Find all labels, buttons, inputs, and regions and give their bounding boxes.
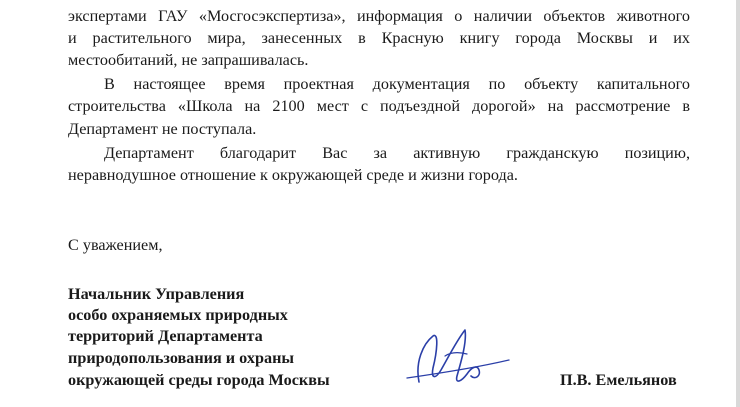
paragraph1-line1: экспертами ГАУ «Мосгосэкспертиза», информация о наличии объектов животного [68,7,690,25]
paragraph2-line2: строительства «Школа на 2100 мест с подъездной дорогой» на рассмотрение в [68,97,690,115]
closing-greeting: С уважением, [68,236,163,254]
signer-title-line5: окружающей среды города Москвы [68,371,330,389]
signer-title-line3: территорий Департамента [68,327,263,345]
paragraph2-line1: В настоящее время проектная документация по объекту капитального [104,75,690,93]
paragraph1-line3: местообитаний, не запрашивалась. [68,51,309,69]
handwritten-signature [405,322,515,392]
signer-title-line2: особо охраняемых природных [68,306,288,324]
page-edge-shadow [736,0,740,407]
signer-name: П.В. Емельянов [560,371,677,389]
paragraph3-line1: Департамент благодарит Вас за активную гражданскую позицию, [104,144,690,162]
signer-title-line1: Начальник Управления [68,285,245,303]
signer-title-line4: природопользования и охраны [68,349,295,367]
paragraph3-line2: неравнодушное отношение к окружающей среде и жизни города. [68,166,518,184]
paragraph2-line3: Департамент не поступала. [68,120,257,138]
paragraph1-line2: и растительного мира, занесенных в Красную книгу города Москвы и их [68,29,690,47]
